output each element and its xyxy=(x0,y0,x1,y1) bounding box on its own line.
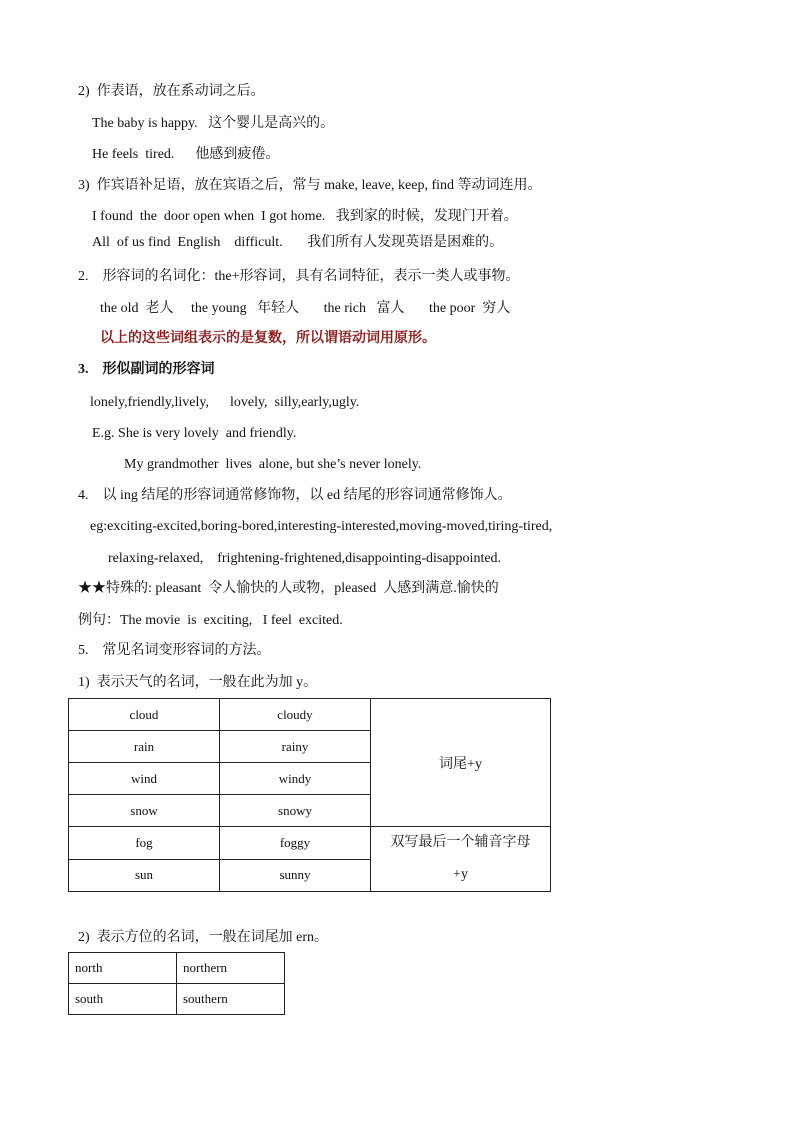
special-case-note: ★★特殊的: pleasant 令人愉快的人或物，pleased 人感到满意.愉快的 xyxy=(78,581,499,596)
rule-line: +y xyxy=(453,867,468,882)
table-row xyxy=(69,699,551,731)
example-sentence: The baby is happy. 这个婴儿是高兴的。 xyxy=(92,116,335,131)
adjective-cell: southern xyxy=(177,984,285,1015)
rule-line: 双写最后一个辅音字母 xyxy=(390,835,531,850)
noun-cell: rain xyxy=(69,731,220,763)
noun-cell: sun xyxy=(69,859,220,892)
noun-cell: cloud xyxy=(69,699,220,731)
ly-adjective-list: lonely,friendly,lively, lovely, silly,early,ugly. xyxy=(90,395,360,410)
table-row xyxy=(69,827,551,860)
ing-ed-pairs: eg:exciting-excited,boring-bored,interesting-interested,moving-moved,tiring-tired, xyxy=(90,519,553,534)
adjective-cell: sunny xyxy=(220,859,371,892)
weather-subheading: 1) 表示天气的名词，一般在此为加 y。 xyxy=(78,675,318,690)
adjective-cell: foggy xyxy=(220,827,371,860)
noun-cell: north xyxy=(69,953,177,984)
table-row xyxy=(69,984,285,1015)
direction-noun-table xyxy=(68,952,285,1015)
section-3-heading: 3. 形似副词的形容词 xyxy=(78,362,215,377)
noun-cell: south xyxy=(69,984,177,1015)
adjective-cell: cloudy xyxy=(220,699,371,731)
plural-verb-note: 以上的这些词组表示的是复数，所以谓语动词用原形。 xyxy=(100,331,436,346)
double-consonant-rule-cell xyxy=(371,827,551,892)
adjective-cell: windy xyxy=(220,763,371,795)
adjective-cell: rainy xyxy=(220,731,371,763)
rule-cell: 词尾+y xyxy=(371,699,551,827)
example-sentence: E.g. She is very lovely and friendly. xyxy=(92,426,297,441)
weather-noun-table xyxy=(68,698,551,892)
noun-cell: snow xyxy=(69,795,220,827)
adjective-cell: northern xyxy=(177,953,285,984)
example-sentence: 例句：The movie is exciting, I feel excited. xyxy=(78,613,343,628)
section-5-heading: 5. 常见名词变形容词的方法。 xyxy=(78,643,271,658)
noun-cell: wind xyxy=(69,763,220,795)
example-sentence: He feels tired. 他感到疲倦。 xyxy=(92,147,280,162)
direction-subheading: 2) 表示方位的名词，一般在词尾加 ern。 xyxy=(78,930,329,945)
adjective-cell: snowy xyxy=(220,795,371,827)
noun-cell: fog xyxy=(69,827,220,860)
item-3-object-complement-heading: 3) 作宾语补足语，放在宾语之后，常与 make, leave, keep, find 等动词连用。 xyxy=(78,178,542,193)
example-sentence: I found the door open when I got home. 我到家的时候，发现门开着。 xyxy=(92,209,518,224)
example-sentence: All of us find English difficult. 我们所有人发现英语是困难的。 xyxy=(92,235,504,250)
ing-ed-pairs: relaxing-relaxed, frightening-frightened,disappointing-disappointed. xyxy=(108,551,502,566)
table-row xyxy=(69,953,285,984)
section-4-heading: 4. 以 ing 结尾的形容词通常修饰物，以 ed 结尾的形容词通常修饰人。 xyxy=(78,488,512,503)
example-sentence: My grandmother lives alone, but she’s never lonely. xyxy=(124,457,422,472)
section-2-nominalization-heading: 2. 形容词的名词化：the+形容词，具有名词特征，表示一类人或事物。 xyxy=(78,269,520,284)
item-2-predicative-heading: 2) 作表语，放在系动词之后。 xyxy=(78,84,265,99)
nominalization-examples: the old 老人 the young 年轻人 the rich 富人 the poor 穷人 xyxy=(100,301,511,316)
